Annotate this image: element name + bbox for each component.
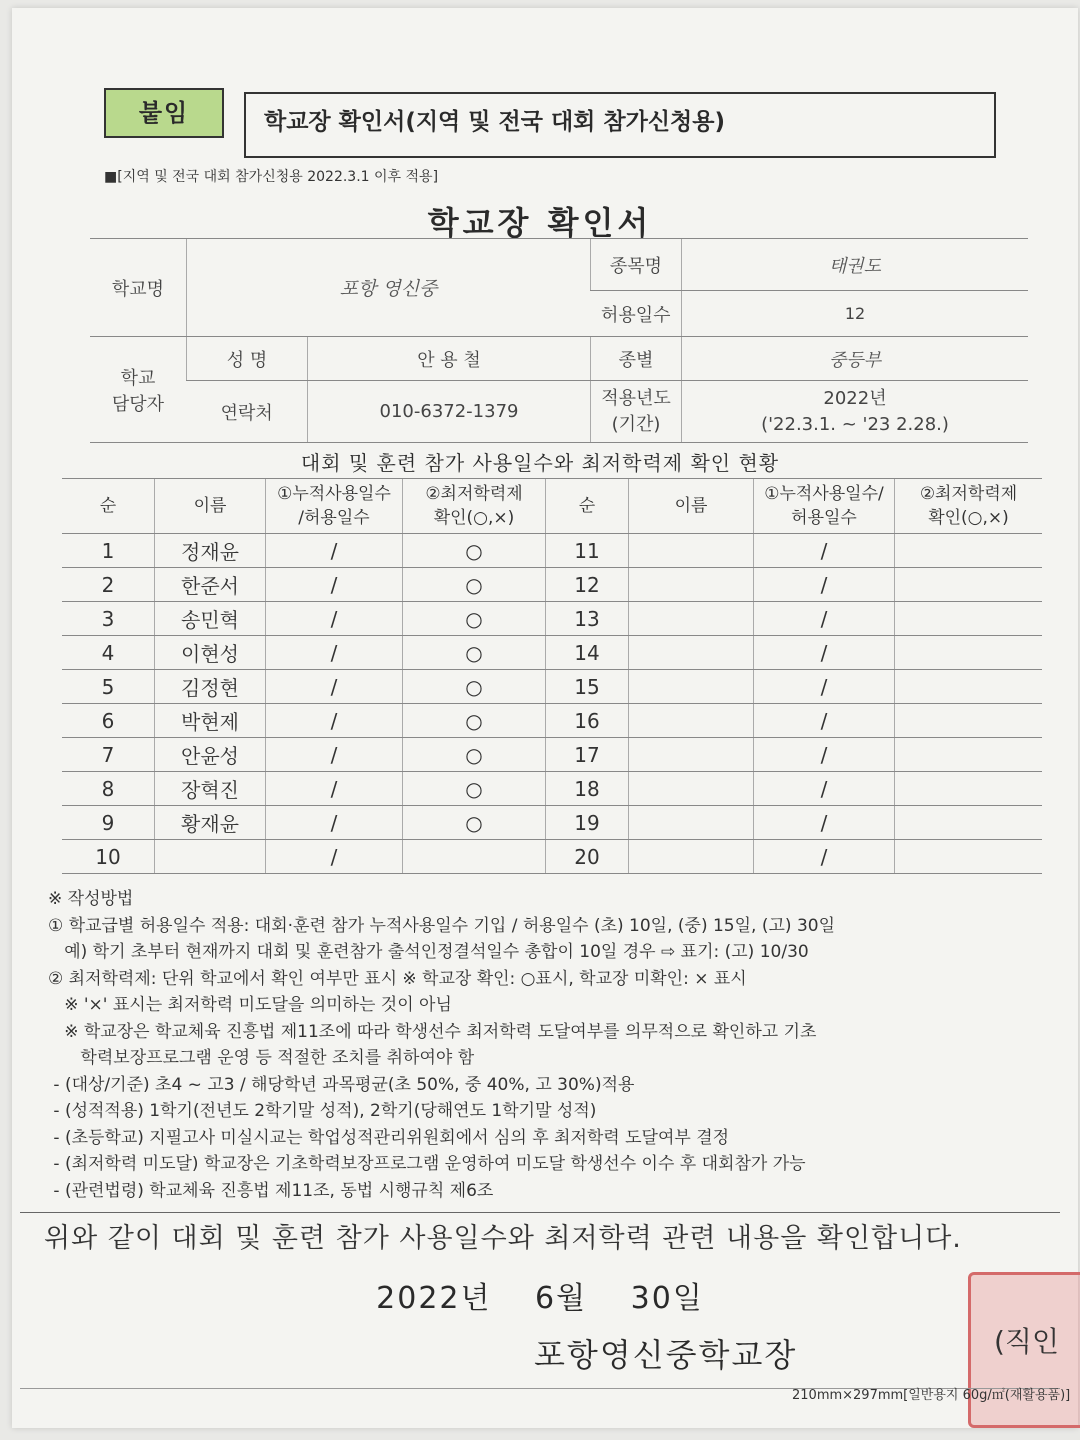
section-title: 대회 및 훈련 참가 사용일수와 최저학력제 확인 현황 <box>300 451 780 475</box>
table-cell: 20 <box>546 840 629 874</box>
table-cell: / <box>266 602 403 636</box>
table-cell <box>629 806 754 840</box>
table-cell: / <box>754 534 895 568</box>
table-cell: 5 <box>62 670 155 704</box>
table-cell: 18 <box>546 772 629 806</box>
table-cell <box>895 806 1043 840</box>
instruction-line: 예) 학기 초부터 현재까지 대회 및 훈련참가 출석인정결석일수 총합이 10일 경우 ⇨ 표기: (고) 10/30 <box>48 942 809 962</box>
table-cell: 4 <box>62 636 155 670</box>
table-cell <box>895 738 1043 772</box>
table-cell <box>629 772 754 806</box>
table-cell: 안윤성 <box>155 738 266 772</box>
contact-value: 010-6372-1379 <box>308 381 591 443</box>
school-label: 학교명 <box>90 239 187 337</box>
event-label: 종목명 <box>591 239 682 291</box>
col-header: 이름 <box>629 479 754 534</box>
table-cell: / <box>754 738 895 772</box>
category-label: 종별 <box>591 337 682 381</box>
page-title: 학교장 확인서 <box>427 204 653 242</box>
allowed-days-value: 12 <box>682 291 1029 337</box>
instruction-line: - (성적적용) 1학기(전년도 2학기말 성적), 2학기(당해연도 1학기말 성적) <box>48 1101 597 1121</box>
table-cell: / <box>266 840 403 874</box>
signing-date <box>0 1273 1080 1317</box>
participation-table <box>62 478 1042 874</box>
table-cell <box>629 738 754 772</box>
table-cell: 13 <box>546 602 629 636</box>
table-cell <box>895 636 1043 670</box>
name-label: 성 명 <box>187 337 308 381</box>
document-heading: 학교장 확인서(지역 및 전국 대회 참가신청용) <box>244 92 996 158</box>
applicability-note: ■[지역 및 전국 대회 참가신청용 2022.3.1 이후 적용] <box>104 169 439 185</box>
table-cell: ○ <box>403 602 546 636</box>
table-cell: / <box>754 806 895 840</box>
table-cell: ○ <box>403 568 546 602</box>
event-value: 태권도 <box>682 239 1029 291</box>
table-cell: / <box>754 704 895 738</box>
instruction-line: ① 학교급별 허용일수 적용: 대회·훈련 참가 누적사용일수 기입 / 허용일수 (초) 10일, (중) 15일, (고) 30일 <box>48 915 836 936</box>
paper-spec: 210mm×297mm[일반용지 60g/㎡(재활용품)] <box>792 1388 1071 1403</box>
table-cell: 17 <box>546 738 629 772</box>
table-cell: / <box>266 568 403 602</box>
instructions <box>48 886 1068 1204</box>
name-value: 안 용 철 <box>308 337 591 381</box>
instruction-line: ※ '×' 표시는 최저학력 미도달을 의미하는 것이 아님 <box>48 995 452 1015</box>
table-cell <box>895 840 1043 874</box>
table-cell: 14 <box>546 636 629 670</box>
instruction-line: - (관련법령) 학교체육 진흥법 제11조, 동법 시행규칙 제6조 <box>48 1180 494 1201</box>
table-cell: 11 <box>546 534 629 568</box>
table-cell: / <box>754 636 895 670</box>
table-cell: 2 <box>62 568 155 602</box>
table-cell: 6 <box>62 704 155 738</box>
table-cell: ○ <box>403 704 546 738</box>
table-cell <box>895 772 1043 806</box>
table-cell: / <box>754 840 895 874</box>
year-value: 2022년 ('22.3.1. ~ '23 2.28.) <box>682 381 1029 443</box>
table-cell <box>629 704 754 738</box>
instruction-line: ② 최저학력제: 단위 학교에서 확인 여부만 표시 ※ 학교장 확인: ○표시, 학교장 미확인: × 표시 <box>48 968 747 989</box>
table-cell <box>629 840 754 874</box>
table-cell: / <box>266 534 403 568</box>
table-cell: ○ <box>403 534 546 568</box>
table-cell: 박현제 <box>155 704 266 738</box>
table-cell: / <box>266 670 403 704</box>
table-row <box>62 840 1042 874</box>
seal-label: (직인 <box>994 1325 1060 1358</box>
table-cell: 8 <box>62 772 155 806</box>
table-row <box>62 636 1042 670</box>
table-row <box>62 772 1042 806</box>
table-cell: 한준서 <box>155 568 266 602</box>
date-month: 6월 <box>535 1281 588 1316</box>
confirmation-text: 위와 같이 대회 및 훈련 참가 사용일수와 최저학력 관련 내용을 확인합니다. <box>44 1223 962 1254</box>
table-cell <box>895 670 1043 704</box>
year-label: 적용년도 (기간) <box>591 381 682 443</box>
table-cell: 김정현 <box>155 670 266 704</box>
table-cell <box>895 534 1043 568</box>
category-value: 중등부 <box>682 337 1029 381</box>
instruction-line: - (최저학력 미도달) 학교장은 기초학력보장프로그램 운영하여 미도달 학생선수 이수 후 대회참가 가능 <box>48 1154 806 1174</box>
table-cell: 1 <box>62 534 155 568</box>
table-cell: 이현성 <box>155 636 266 670</box>
table-row <box>62 568 1042 602</box>
table-cell <box>629 602 754 636</box>
table-cell: 황재윤 <box>155 806 266 840</box>
table-cell: 7 <box>62 738 155 772</box>
table-cell: / <box>754 670 895 704</box>
school-info-table <box>90 238 1028 443</box>
table-cell <box>895 568 1043 602</box>
table-cell: ○ <box>403 738 546 772</box>
attachment-label: 붙임 <box>104 88 224 138</box>
principal-signature: 포항영신중학교장 <box>534 1336 798 1374</box>
manager-label: 학교 담당자 <box>90 337 187 443</box>
date-year: 2022년 <box>376 1281 492 1316</box>
table-cell <box>629 670 754 704</box>
table-cell: / <box>266 704 403 738</box>
table-cell: 19 <box>546 806 629 840</box>
divider <box>20 1212 1060 1213</box>
col-header: ②최저학력제 확인(○,×) <box>403 479 546 534</box>
table-cell <box>629 568 754 602</box>
table-cell: / <box>266 772 403 806</box>
contact-label: 연락처 <box>187 381 308 443</box>
instruction-line: ※ 학교장은 학교체육 진흥법 제11조에 따라 학생선수 최저학력 도달여부를 의무적으로 확인하고 기초 <box>48 1021 817 1042</box>
instruction-line: - (대상/기준) 초4 ~ 고3 / 해당학년 과목평균(초 50%, 중 40%, 고 30%)적용 <box>48 1074 635 1095</box>
table-cell: / <box>754 772 895 806</box>
table-cell <box>629 636 754 670</box>
table-cell: / <box>266 636 403 670</box>
table-cell <box>895 704 1043 738</box>
table-cell: ○ <box>403 772 546 806</box>
table-cell: / <box>754 568 895 602</box>
table-cell: 장혁진 <box>155 772 266 806</box>
col-header: ①누적사용일수/ 허용일수 <box>754 479 895 534</box>
table-row <box>62 806 1042 840</box>
table-cell: 9 <box>62 806 155 840</box>
table-cell: 10 <box>62 840 155 874</box>
table-row <box>62 670 1042 704</box>
table-cell: ○ <box>403 670 546 704</box>
col-header: 순 <box>62 479 155 534</box>
instruction-line: 학력보장프로그램 운영 등 적절한 조치를 취하여야 함 <box>48 1048 475 1068</box>
table-row <box>62 704 1042 738</box>
table-cell: 15 <box>546 670 629 704</box>
table-cell: 송민혁 <box>155 602 266 636</box>
col-header: ①누적사용일수 /허용일수 <box>266 479 403 534</box>
table-row <box>62 534 1042 568</box>
table-row <box>62 602 1042 636</box>
instruction-line: - (초등학교) 지필고사 미실시교는 학업성적관리위원회에서 심의 후 최저학력 도달여부 결정 <box>48 1127 730 1148</box>
table-cell: 12 <box>546 568 629 602</box>
table-cell: ○ <box>403 806 546 840</box>
allowed-days-label: 허용일수 <box>591 291 682 337</box>
table-cell: 정재윤 <box>155 534 266 568</box>
table-cell <box>403 840 546 874</box>
table-cell: / <box>266 738 403 772</box>
col-header: 이름 <box>155 479 266 534</box>
table-cell: / <box>754 602 895 636</box>
table-cell <box>155 840 266 874</box>
table-cell: 3 <box>62 602 155 636</box>
school-value: 포항 영신중 <box>187 239 591 337</box>
table-cell: ○ <box>403 636 546 670</box>
date-day: 30일 <box>630 1281 704 1316</box>
col-header: 순 <box>546 479 629 534</box>
table-cell: / <box>266 806 403 840</box>
table-cell <box>895 602 1043 636</box>
table-cell <box>629 534 754 568</box>
table-row <box>62 738 1042 772</box>
table-cell: 16 <box>546 704 629 738</box>
instruction-line: ※ 작성방법 <box>48 889 134 909</box>
col-header: ②최저학력제 확인(○,×) <box>895 479 1043 534</box>
